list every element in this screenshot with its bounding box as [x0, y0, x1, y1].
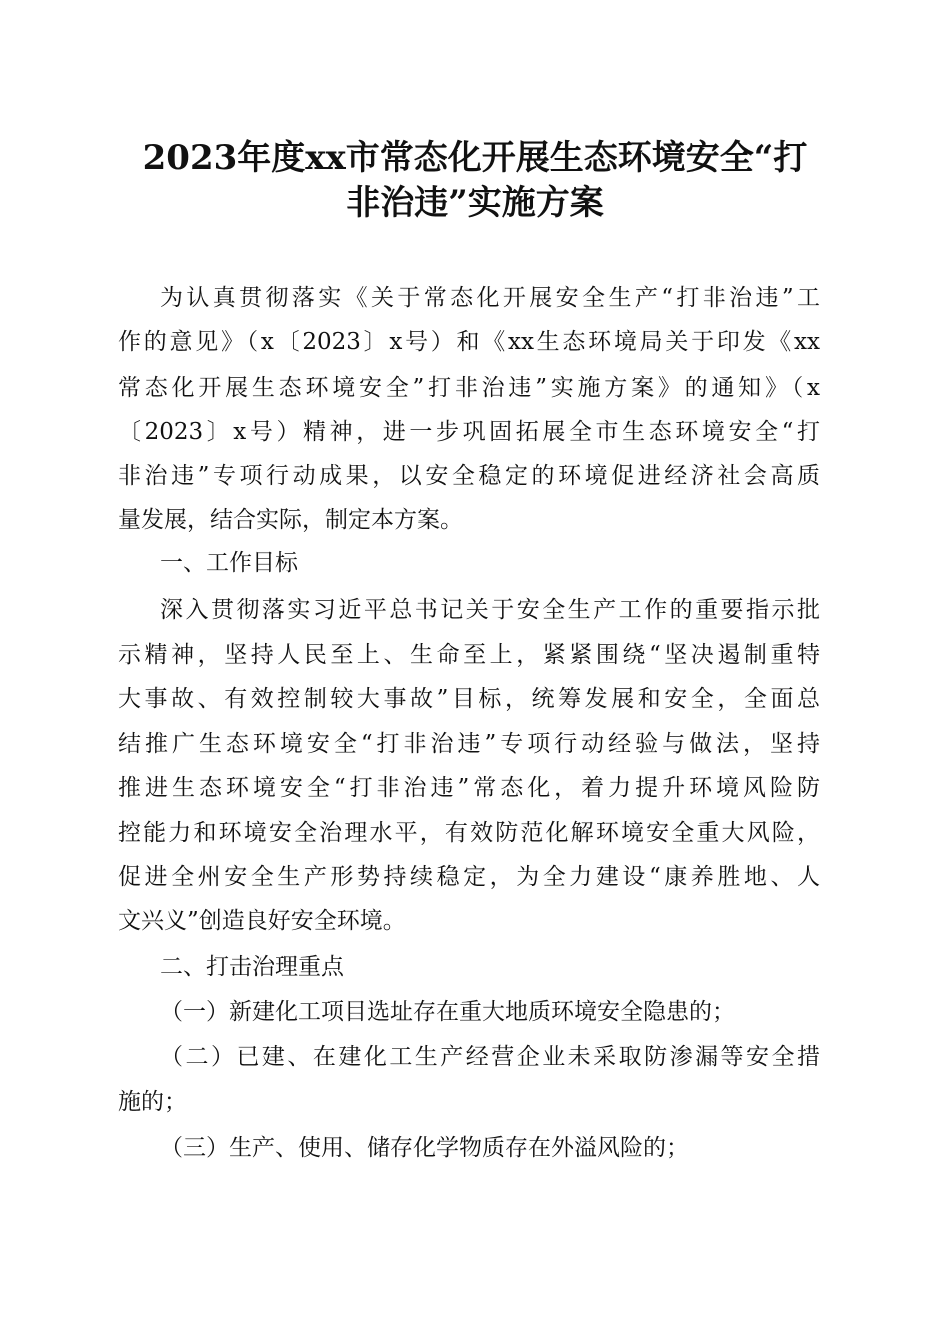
document-title-line-2: 非治违”实施方案: [346, 183, 604, 223]
text-line: 推进生态环境安全“打非治违”常态化，着力提升环境风险防: [118, 775, 820, 801]
list-item: （三）生产、使用、储存化学物质存在外溢风险的；: [160, 1135, 689, 1161]
text-line: 示精神，坚持人民至上、生命至上，紧紧围绕“坚决遏制重特: [118, 642, 820, 668]
text-line: 非治违”专项行动成果，以安全稳定的环境促进经济社会高质: [118, 463, 820, 489]
text-line: 大事故、有效控制较大事故”目标，统筹发展和安全，全面总: [118, 686, 820, 712]
text-line: 作的意见》（x〔2023〕x号）和《xx生态环境局关于印发《xx: [118, 329, 820, 355]
text-line: 文兴义”创造良好安全环境。: [118, 908, 406, 934]
text-line: 常态化开展生态环境安全”打非治违”实施方案》的通知》（x: [118, 375, 820, 401]
text-line: 为认真贯彻落实《关于常态化开展安全生产“打非治违”工: [160, 285, 820, 311]
text-line: 量发展，结合实际，制定本方案。: [118, 507, 463, 533]
section-heading-key-targets: 二、打击治理重点: [160, 954, 344, 980]
document-title-line-1: 2023年度xx市常态化开展生态环境安全“打: [142, 138, 808, 178]
list-item: （一）新建化工项目选址存在重大地质环境安全隐患的；: [160, 999, 735, 1025]
section-heading-goals: 一、工作目标: [160, 550, 298, 576]
text-line: 〔2023〕x号）精神，进一步巩固拓展全市生态环境安全“打: [118, 419, 820, 445]
list-item-continuation: 施的；: [118, 1089, 187, 1115]
list-item: （二）已建、在建化工生产经营企业未采取防渗漏等安全措: [160, 1044, 820, 1070]
text-line: 促进全州安全生产形势持续稳定，为全力建设“康养胜地、人: [118, 864, 820, 890]
text-line: 深入贯彻落实习近平总书记关于安全生产工作的重要指示批: [160, 597, 820, 623]
text-line: 控能力和环境安全治理水平，有效防范化解环境安全重大风险，: [118, 820, 820, 846]
text-line: 结推广生态环境安全“打非治违”专项行动经验与做法，坚持: [118, 731, 820, 757]
